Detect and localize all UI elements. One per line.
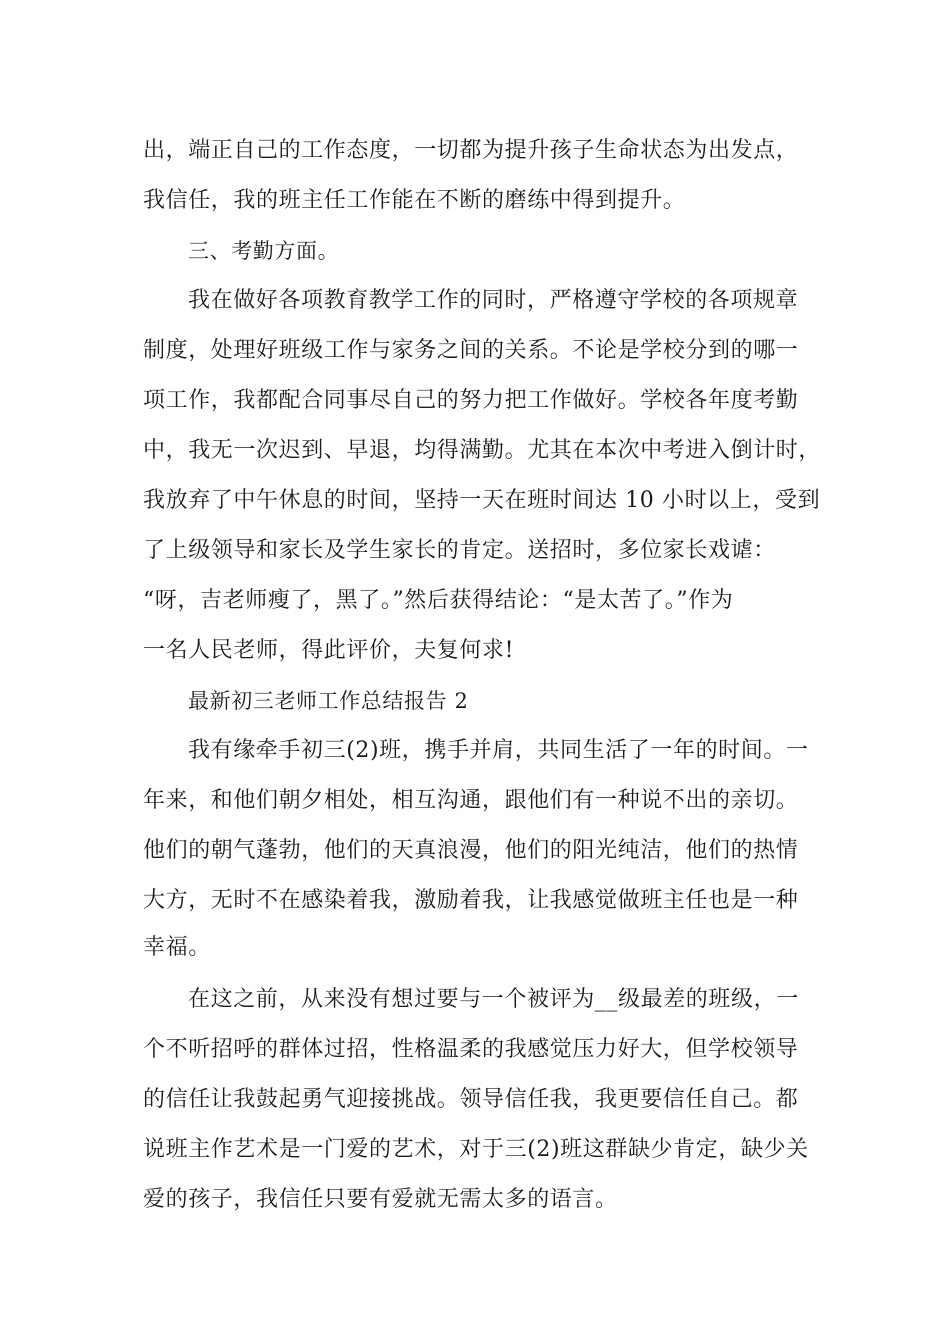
report-title: 最新初三老师工作总结报告 2 [188,689,469,713]
paragraph-line: 个不听招呼的群体过招，性格温柔的我感觉压力好大，但学校领导 [143,1037,799,1062]
paragraph-line: 说班主作艺术是一门爱的艺术，对于三(2)班这群缺少肯定，缺少关 [143,1137,809,1162]
paragraph-line: 我放弃了中午休息的时间，坚持一天在班时间达 10 小时以上，受到 [143,488,821,513]
paragraph-line: 幸福。 [143,935,211,960]
paragraph-line: 他们的朝气蓬勃，他们的天真浪漫，他们的阳光纯洁，他们的热情 [143,838,799,863]
paragraph-line: 的信任让我鼓起勇气迎接挑战。领导信任我，我更要信任自己。都 [143,1087,799,1112]
paragraph-line: 制度，处理好班级工作与家务之间的关系。不论是学校分到的哪一 [143,338,799,363]
paragraph-line: 我在做好各项教育教学工作的同时，严格遵守学校的各项规章 [188,288,799,313]
paragraph-line: 我有缘牵手初三(2)班，携手并肩，共同生活了一年的时间。一 [188,738,809,763]
paragraph-line: 出，端正自己的工作态度，一切都为提升孩子生命状态为出发点， [143,138,799,163]
section-heading: 三、考勤方面。 [188,239,340,263]
paragraph-line: 在这之前，从来没有想过要与一个被评为__级最差的班级，一 [188,987,799,1012]
paragraph-line: 年来，和他们朝夕相处，相互沟通，跟他们有一种说不出的亲切。 [143,788,799,813]
paragraph-line: 一名人民老师，得此评价，夫复何求! [143,638,515,663]
paragraph-line: 中，我无一次迟到、早退，均得满勤。尤其在本次中考进入倒计时， [143,438,822,463]
paragraph-line: “呀，吉老师瘦了，黑了。”然后获得结论：“是太苦了。”作为 [143,588,734,613]
paragraph-line: 了上级领导和家长及学生家长的肯定。送招时，多位家长戏谑： [143,538,776,563]
paragraph-line: 我信任，我的班主任工作能在不断的磨练中得到提升。 [143,188,686,213]
paragraph-line: 项工作，我都配合同事尽自己的努力把工作做好。学校各年度考勤 [143,388,799,413]
paragraph-line: 大方，无时不在感染着我，激励着我，让我感觉做班主任也是一种 [143,888,799,913]
paragraph-line: 爱的孩子，我信任只要有爱就无需太多的语言。 [143,1187,618,1212]
